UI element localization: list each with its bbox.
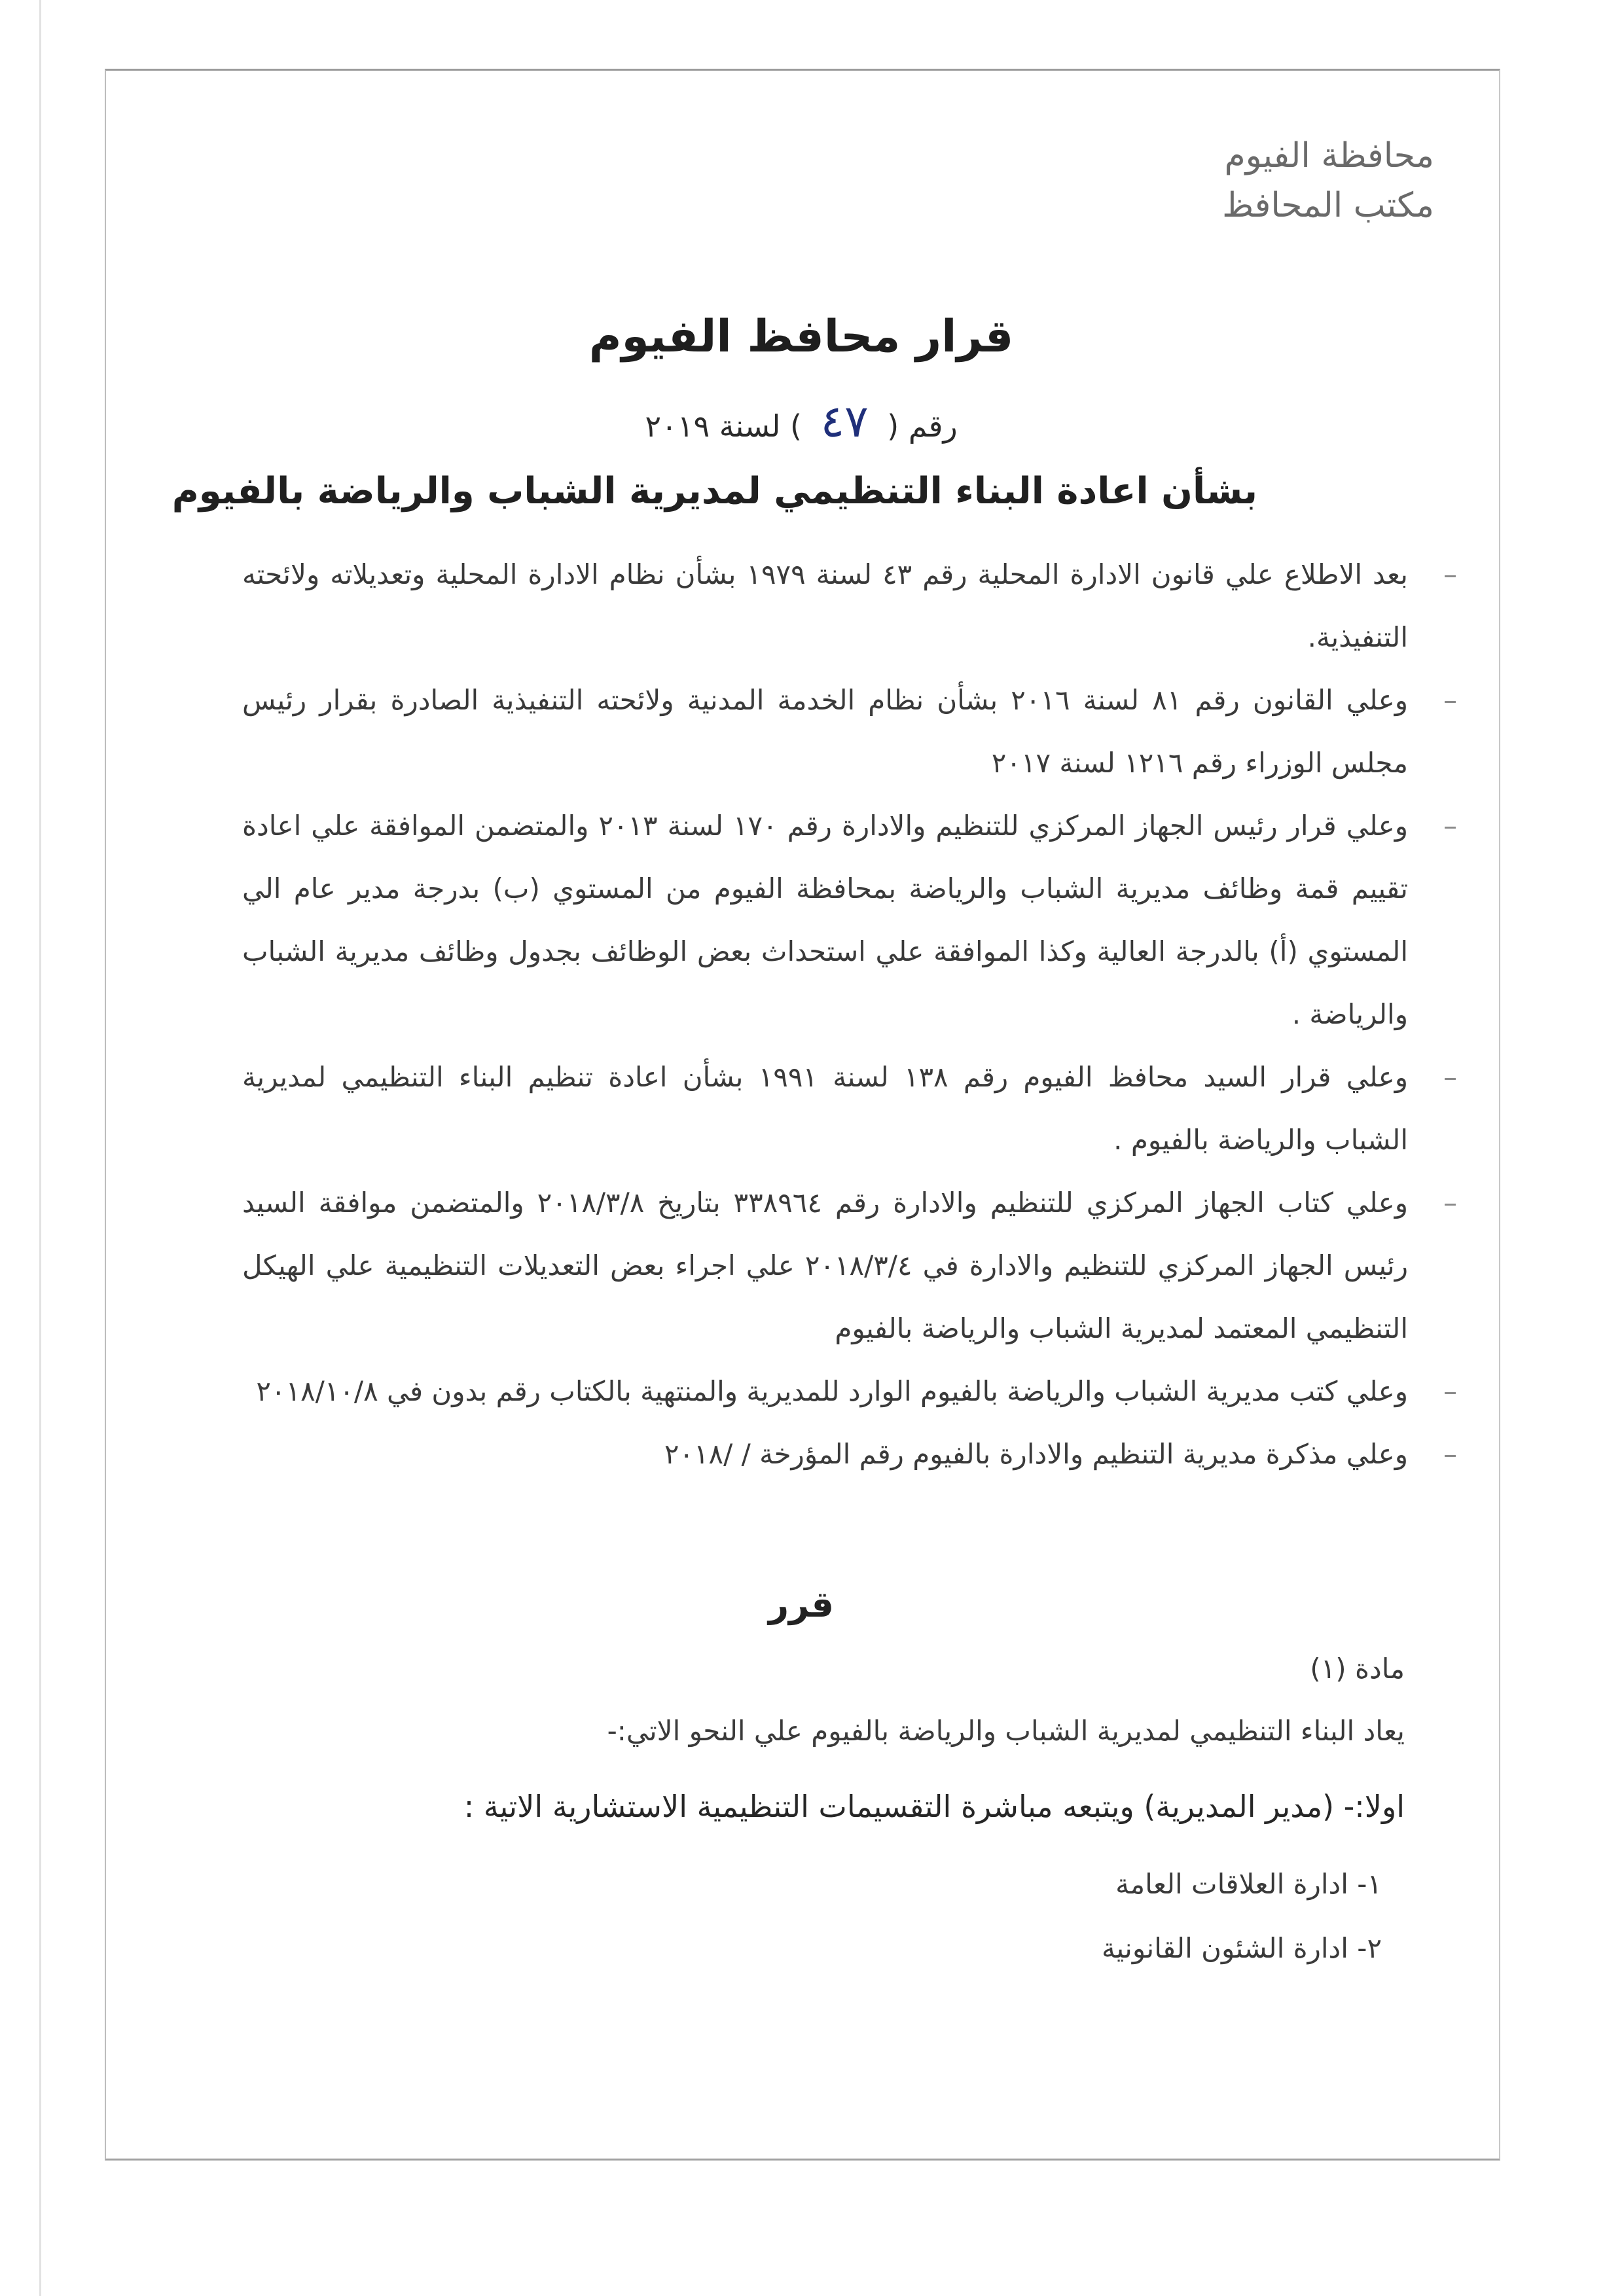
preamble-text: بعد الاطلاع علي قانون الادارة المحلية رقم ٤٣ لسنة ١٩٧٩ بشأن نظام الادارة المحلية وتعديلاته ولائحته التنفيذية. <box>242 558 1408 653</box>
governorate-name: محافظة الفيوم <box>1224 136 1434 175</box>
office-header-stamp <box>1222 131 1434 230</box>
preamble-text: وعلي كتب مديرية الشباب والرياضة بالفيوم الوارد للمديرية والمنتهية بالكتاب رقم بدون في ٢٠١٨/١٠/٨ <box>256 1375 1408 1407</box>
preamble-text: وعلي كتاب الجهاز المركزي للتنظيم والادارة رقم ٣٣٨٩٦٤ بتاريخ ٢٠١٨/٣/٨ والمتضمن موافقة السيد رئيس الجهاز المركزي للتنظيم والادارة في ٢٠١٨/٣/٤ علي اجراء بعض التعديلات التنظيمية علي الهيكل التنظيمي المعتمد لمديرية الشباب والرياضة بالفيوم <box>242 1187 1408 1344</box>
preamble-text: وعلي القانون رقم ٨١ لسنة ٢٠١٦ بشأن نظام الخدمة المدنية ولائحته التنفيذية الصادرة بقرار رئيس مجلس الوزراء رقم ١٢١٦ لسنة ٢٠١٧ <box>242 684 1408 779</box>
scan-edge-line <box>39 0 41 2296</box>
decree-subject: بشأن اعادة البناء التنظيمي لمديرية الشباب والرياضة بالفيوم <box>171 470 1257 512</box>
governor-office-name: مكتب المحافظ <box>1222 186 1434 225</box>
decree-number-prefix: رقم ( <box>887 408 958 444</box>
preamble-item <box>242 543 1457 669</box>
preamble-item <box>242 1423 1457 1486</box>
department-item: ٢- ادارة الشئون القانونية <box>1101 1932 1382 1964</box>
decision-heading: قرر <box>768 1584 835 1625</box>
department-item: ١- ادارة العلاقات العامة <box>1115 1868 1382 1900</box>
first-section-heading: اولا:- (مدير المديرية) ويتبعه مباشرة التقسيمات التنظيمية الاستشارية الاتية : <box>463 1789 1405 1824</box>
preamble-list <box>242 543 1457 1486</box>
preamble-item <box>242 1046 1457 1172</box>
decree-number-suffix: ) لسنة ٢٠١٩ <box>645 408 802 444</box>
preamble-text: وعلي مذكرة مديرية التنظيم والادارة بالفيوم رقم المؤرخة / /٢٠١٨ <box>664 1438 1408 1470</box>
bullet-dash: – <box>1443 1187 1457 1219</box>
preamble-text: وعلي قرار رئيس الجهاز المركزي للتنظيم والادارة رقم ١٧٠ لسنة ٢٠١٣ والمتضمن الموافقة علي اعادة تقييم قمة وظائف مديرية الشباب والرياضة بمحافظة الفيوم من المستوي (ب) بدرجة مدير عام الي المستوي (أ) بالدرجة العالية وكذا الموافقة علي استحداث بعض الوظائف بجدول وظائف مديرية الشباب والرياضة . <box>242 810 1408 1030</box>
departments-list <box>1102 1852 1382 1981</box>
bullet-dash: – <box>1443 1438 1457 1470</box>
bullet-dash: – <box>1443 558 1457 590</box>
article-intro: يعاد البناء التنظيمي لمديرية الشباب والرياضة بالفيوم علي النحو الاتي:- <box>607 1715 1405 1747</box>
decree-title: قرار محافظ الفيوم <box>588 311 1014 363</box>
bullet-dash: – <box>1443 1375 1457 1407</box>
preamble-text: وعلي قرار السيد محافظ الفيوم رقم ١٣٨ لسنة ١٩٩١ بشأن اعادة تنظيم البناء التنظيمي لمديرية الشباب والرياضة بالفيوم . <box>242 1061 1408 1156</box>
bullet-dash: – <box>1443 1061 1457 1093</box>
decree-number-handwritten: ٤٧ <box>820 396 869 448</box>
preamble-item <box>242 669 1457 795</box>
preamble-item <box>242 1172 1457 1360</box>
decree-number-line <box>105 396 1498 448</box>
bullet-dash: – <box>1443 810 1457 842</box>
preamble-item <box>242 1360 1457 1423</box>
preamble-item <box>242 795 1457 1046</box>
article-label: مادة (١) <box>1310 1653 1405 1685</box>
bullet-dash: – <box>1443 684 1457 716</box>
